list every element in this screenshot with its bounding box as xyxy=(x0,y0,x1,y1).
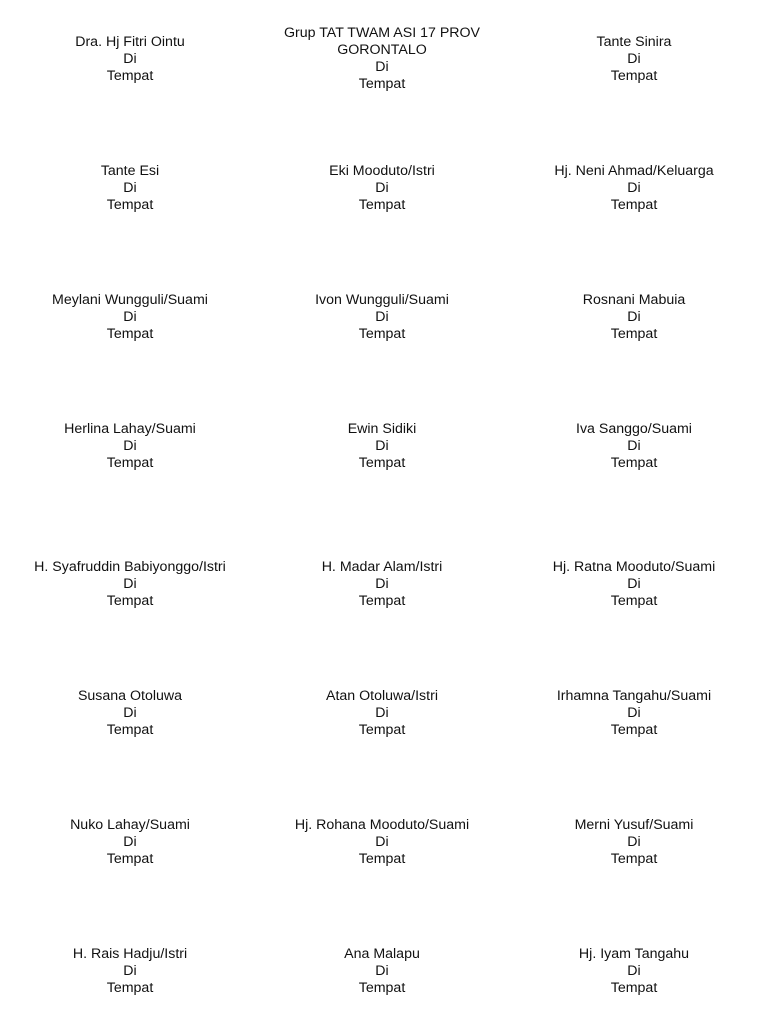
address-line-tempat: Tempat xyxy=(106,68,154,84)
recipient-name: Tante Sinira xyxy=(596,34,672,50)
address-line-di: Di xyxy=(123,963,137,979)
address-line-di: Di xyxy=(375,59,389,75)
address-line-di: Di xyxy=(123,309,137,325)
recipient-name: H. Syafruddin Babiyonggo/Istri xyxy=(34,559,226,575)
address-line-di: Di xyxy=(627,576,641,592)
address-label xyxy=(508,421,760,472)
address-label xyxy=(4,34,256,85)
address-line-di: Di xyxy=(627,51,641,67)
address-label xyxy=(508,34,760,85)
address-line-di: Di xyxy=(123,180,137,196)
recipient-name: Tante Esi xyxy=(100,163,160,179)
address-line-tempat: Tempat xyxy=(610,851,658,867)
address-label xyxy=(256,559,508,610)
address-line-tempat: Tempat xyxy=(358,76,406,92)
address-label xyxy=(256,688,508,739)
recipient-name: Meylani Wungguli/Suami xyxy=(52,292,208,308)
recipient-name-continued: GORONTALO xyxy=(337,42,427,58)
address-line-tempat: Tempat xyxy=(610,326,658,342)
address-line-di: Di xyxy=(123,705,137,721)
address-line-di: Di xyxy=(375,834,389,850)
address-line-tempat: Tempat xyxy=(610,197,658,213)
address-label xyxy=(256,292,508,343)
recipient-name: Merni Yusuf/Suami xyxy=(574,817,694,833)
address-line-tempat: Tempat xyxy=(610,68,658,84)
address-line-tempat: Tempat xyxy=(610,593,658,609)
recipient-name: Ewin Sidiki xyxy=(347,421,417,437)
address-line-di: Di xyxy=(123,438,137,454)
address-line-di: Di xyxy=(375,705,389,721)
address-label xyxy=(4,163,256,214)
address-line-di: Di xyxy=(123,576,137,592)
address-line-di: Di xyxy=(375,576,389,592)
address-line-di: Di xyxy=(123,51,137,67)
recipient-name: Ivon Wungguli/Suami xyxy=(315,292,449,308)
address-label xyxy=(4,559,256,610)
address-line-tempat: Tempat xyxy=(106,593,154,609)
recipient-name: Hj. Rohana Mooduto/Suami xyxy=(294,817,470,833)
address-label xyxy=(508,559,760,610)
address-line-tempat: Tempat xyxy=(358,455,406,471)
recipient-name: Eki Mooduto/Istri xyxy=(329,163,435,179)
address-label xyxy=(256,946,508,997)
address-line-di: Di xyxy=(627,180,641,196)
address-line-tempat: Tempat xyxy=(106,197,154,213)
recipient-name: Rosnani Mabuia xyxy=(582,292,686,308)
address-line-tempat: Tempat xyxy=(106,722,154,738)
address-line-di: Di xyxy=(627,309,641,325)
address-line-tempat: Tempat xyxy=(358,980,406,996)
address-line-tempat: Tempat xyxy=(106,455,154,471)
address-label xyxy=(256,163,508,214)
address-line-tempat: Tempat xyxy=(358,326,406,342)
address-label xyxy=(508,292,760,343)
address-line-tempat: Tempat xyxy=(358,722,406,738)
address-label xyxy=(4,292,256,343)
recipient-name: Herlina Lahay/Suami xyxy=(64,421,196,437)
address-line-di: Di xyxy=(627,963,641,979)
address-line-tempat: Tempat xyxy=(358,593,406,609)
address-line-tempat: Tempat xyxy=(106,980,154,996)
recipient-name: Iva Sanggo/Suami xyxy=(576,421,692,437)
recipient-name: Susana Otoluwa xyxy=(77,688,183,704)
address-label xyxy=(4,817,256,868)
address-label xyxy=(508,688,760,739)
address-line-tempat: Tempat xyxy=(610,455,658,471)
address-line-tempat: Tempat xyxy=(358,197,406,213)
address-line-di: Di xyxy=(627,438,641,454)
address-label xyxy=(4,946,256,997)
address-label xyxy=(508,163,760,214)
address-line-tempat: Tempat xyxy=(106,326,154,342)
address-label xyxy=(508,946,760,997)
recipient-name: H. Rais Hadju/Istri xyxy=(72,946,188,962)
address-label xyxy=(256,25,508,93)
recipient-name: H. Madar Alam/Istri xyxy=(321,559,443,575)
recipient-name: Dra. Hj Fitri Ointu xyxy=(75,34,185,50)
recipient-name: Hj. Ratna Mooduto/Suami xyxy=(552,559,716,575)
address-line-di: Di xyxy=(123,834,137,850)
address-line-di: Di xyxy=(375,438,389,454)
address-line-tempat: Tempat xyxy=(358,851,406,867)
recipient-name: Hj. Iyam Tangahu xyxy=(578,946,690,962)
address-label xyxy=(4,688,256,739)
recipient-name: Grup TAT TWAM ASI 17 PROV xyxy=(283,25,481,41)
address-label xyxy=(508,817,760,868)
recipient-name: Irhamna Tangahu/Suami xyxy=(556,688,712,704)
address-label xyxy=(4,421,256,472)
address-line-di: Di xyxy=(627,834,641,850)
recipient-name: Hj. Neni Ahmad/Keluarga xyxy=(554,163,714,179)
address-label xyxy=(256,421,508,472)
address-line-di: Di xyxy=(375,963,389,979)
address-line-di: Di xyxy=(375,180,389,196)
address-label xyxy=(256,817,508,868)
recipient-name: Atan Otoluwa/Istri xyxy=(326,688,438,704)
address-line-tempat: Tempat xyxy=(106,851,154,867)
recipient-name: Ana Malapu xyxy=(344,946,420,962)
address-line-tempat: Tempat xyxy=(610,722,658,738)
address-line-di: Di xyxy=(375,309,389,325)
recipient-name: Nuko Lahay/Suami xyxy=(70,817,190,833)
address-line-tempat: Tempat xyxy=(610,980,658,996)
address-line-di: Di xyxy=(627,705,641,721)
